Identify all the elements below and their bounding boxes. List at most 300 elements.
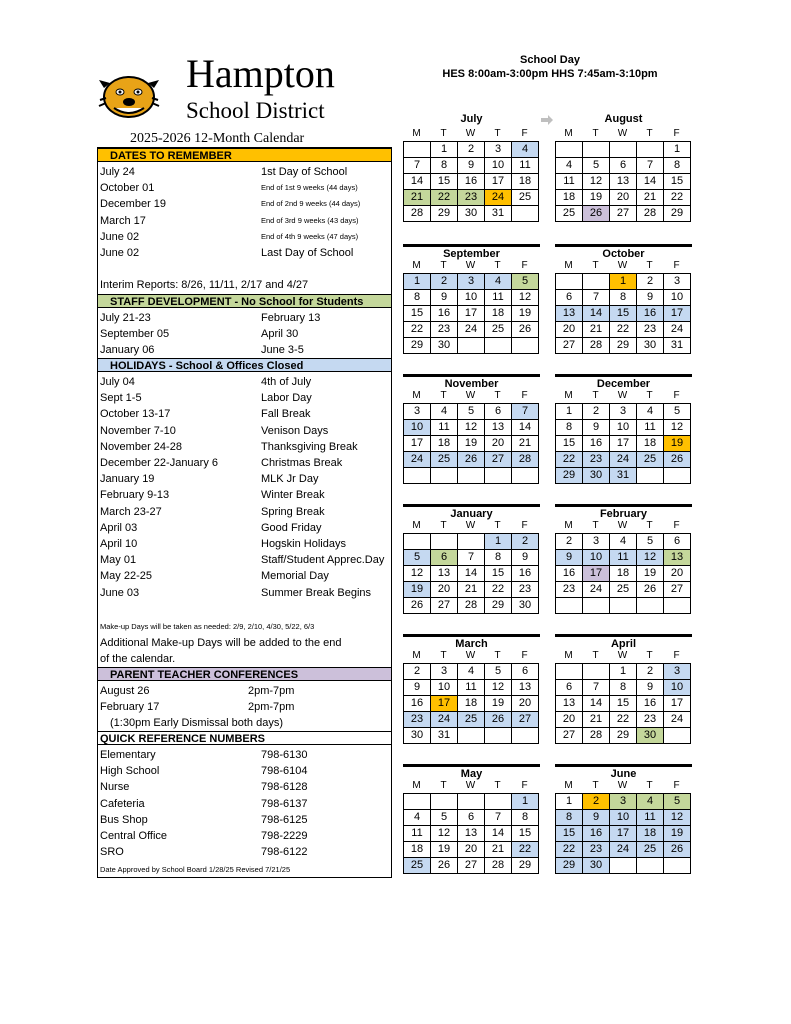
- weekday-header: [555, 650, 692, 662]
- weekday-label: F: [521, 128, 528, 139]
- holiday-row-date: Sept 1-5: [100, 392, 142, 405]
- day-cell: 24: [610, 452, 637, 468]
- day-cell: 10: [404, 420, 431, 436]
- month-grid: [403, 533, 539, 614]
- day-cell: 2: [556, 534, 583, 550]
- weekday-label: W: [465, 650, 476, 661]
- interim-row: [100, 277, 389, 293]
- day-cell: 29: [404, 338, 431, 354]
- day-cell: 15: [610, 306, 637, 322]
- calendar-title: 2025-2026 12-Month Calendar: [130, 131, 305, 146]
- day-cell: [637, 468, 664, 484]
- month-name: January: [403, 504, 540, 518]
- day-cell: 23: [458, 190, 485, 206]
- weekday-label: M: [412, 128, 421, 139]
- week-row: [404, 826, 539, 842]
- weekday-label: T: [440, 128, 447, 139]
- day-cell: 4: [431, 404, 458, 420]
- day-cell: 30: [512, 598, 539, 614]
- day-cell: 9: [637, 680, 664, 696]
- phone-row-desc: 798-6130: [261, 749, 308, 761]
- day-cell: 10: [610, 810, 637, 826]
- day-cell: [556, 142, 583, 158]
- school-day-times: HES 8:00am-3:00pm HHS 7:45am-3:10pm: [442, 68, 658, 80]
- week-row: [556, 680, 691, 696]
- day-cell: 15: [556, 436, 583, 452]
- day-cell: 3: [485, 142, 512, 158]
- district-title: Hampton: [186, 51, 335, 96]
- day-cell: 4: [512, 142, 539, 158]
- day-cell: 15: [610, 696, 637, 712]
- date-row-desc: End of 4th 9 weeks (47 days): [261, 231, 359, 241]
- weekday-label: W: [465, 260, 476, 271]
- day-cell: 14: [485, 826, 512, 842]
- day-cell: 25: [404, 858, 431, 874]
- day-cell: 8: [556, 810, 583, 826]
- weekday-label: T: [592, 128, 599, 139]
- week-row: [556, 306, 691, 322]
- day-cell: 20: [458, 842, 485, 858]
- day-cell: 5: [664, 404, 691, 420]
- week-row: [556, 142, 691, 158]
- month-grid: [403, 663, 539, 744]
- month-name: April: [555, 634, 692, 648]
- info-panel: [97, 147, 392, 878]
- week-row: [404, 712, 539, 728]
- phone-row-desc: 798-6125: [261, 813, 308, 826]
- day-cell: 1: [512, 794, 539, 810]
- weekday-label: T: [592, 260, 599, 271]
- day-cell: 20: [556, 322, 583, 338]
- holiday-row-desc: MLK Jr Day: [261, 473, 319, 486]
- week-row: [556, 322, 691, 338]
- day-cell: 27: [431, 598, 458, 614]
- day-cell: 26: [512, 322, 539, 338]
- weekday-label: F: [673, 390, 680, 401]
- day-cell: 12: [485, 680, 512, 696]
- day-cell: 19: [583, 190, 610, 206]
- weekday-label: F: [521, 260, 528, 271]
- holidays-header-label: HOLIDAYS - School & Offices Closed: [110, 360, 304, 372]
- week-row: [556, 420, 691, 436]
- week-row: [404, 174, 539, 190]
- week-row: [404, 338, 539, 354]
- day-cell: 11: [431, 420, 458, 436]
- day-cell: 14: [512, 420, 539, 436]
- date-row: [100, 229, 389, 245]
- day-cell: 7: [485, 810, 512, 826]
- weekday-label: T: [646, 128, 653, 139]
- phone-row: [100, 812, 389, 828]
- day-cell: 22: [485, 582, 512, 598]
- week-row: [404, 810, 539, 826]
- week-row: [404, 858, 539, 874]
- holiday-row-date: March 23-27: [100, 505, 162, 518]
- day-cell: 11: [556, 174, 583, 190]
- day-cell: 19: [404, 582, 431, 598]
- day-cell: 25: [556, 206, 583, 222]
- day-cell: 23: [637, 322, 664, 338]
- weekday-label: T: [494, 650, 501, 661]
- day-cell: 27: [610, 206, 637, 222]
- day-cell: 13: [431, 566, 458, 582]
- district-subtitle: School District: [186, 98, 325, 123]
- date-row-date: December 19: [100, 198, 167, 211]
- date-row-desc: End of 3rd 9 weeks (43 days): [261, 215, 359, 225]
- week-row: [556, 534, 691, 550]
- day-cell: 16: [458, 174, 485, 190]
- day-cell: [664, 598, 691, 614]
- day-cell: 3: [610, 794, 637, 810]
- day-cell: 10: [583, 550, 610, 566]
- school-day-label: School Day: [520, 54, 580, 66]
- weekday-label: M: [412, 260, 421, 271]
- weekday-label: T: [494, 780, 501, 791]
- day-cell: [583, 664, 610, 680]
- day-cell: 9: [404, 680, 431, 696]
- weekday-label: F: [521, 390, 528, 401]
- weekday-header: [403, 390, 540, 402]
- holiday-row-desc: Fall Break: [261, 408, 311, 421]
- day-cell: 3: [610, 404, 637, 420]
- day-cell: 3: [458, 274, 485, 290]
- day-cell: 29: [664, 206, 691, 222]
- week-row: [556, 338, 691, 354]
- day-cell: 6: [610, 158, 637, 174]
- day-cell: 19: [664, 436, 691, 452]
- day-cell: 10: [664, 680, 691, 696]
- day-cell: 12: [512, 290, 539, 306]
- week-row: [404, 842, 539, 858]
- day-cell: 9: [583, 420, 610, 436]
- holiday-row-date: April 03: [100, 521, 138, 534]
- staff-row: [100, 310, 389, 326]
- week-row: [556, 598, 691, 614]
- day-cell: 25: [610, 582, 637, 598]
- day-cell: 25: [458, 712, 485, 728]
- day-cell: 21: [583, 322, 610, 338]
- day-cell: 16: [404, 696, 431, 712]
- month-grid: [555, 533, 691, 614]
- day-cell: 25: [512, 190, 539, 206]
- holiday-row-date: May 22-25: [100, 570, 152, 583]
- school-day-hours: [425, 53, 675, 81]
- day-cell: 20: [485, 436, 512, 452]
- makeup-note: Make-up Days will be taken as needed: 2/9, 2/10, 4/30, 5/22, 6/3: [100, 622, 315, 631]
- ptc-row-date: August 26: [100, 685, 150, 697]
- day-cell: 6: [485, 404, 512, 420]
- ptc-row: [100, 699, 389, 715]
- week-row: [556, 452, 691, 468]
- week-row: [404, 290, 539, 306]
- day-cell: [404, 142, 431, 158]
- weekday-label: W: [617, 390, 628, 401]
- day-cell: 4: [485, 274, 512, 290]
- day-cell: 12: [404, 566, 431, 582]
- dates-header-label: DATES TO REMEMBER: [110, 150, 232, 162]
- day-cell: 10: [431, 680, 458, 696]
- day-cell: 27: [512, 712, 539, 728]
- day-cell: [458, 468, 485, 484]
- day-cell: 14: [404, 174, 431, 190]
- day-cell: 26: [404, 598, 431, 614]
- holiday-row: [100, 471, 389, 487]
- day-cell: [512, 728, 539, 744]
- day-cell: 11: [637, 810, 664, 826]
- day-cell: 13: [512, 680, 539, 696]
- phone-row: [100, 828, 389, 844]
- additional-makeup-row-date: Additional Make-up Days will be added to the end: [100, 637, 342, 649]
- date-row-date: October 01: [100, 182, 155, 195]
- week-row: [556, 158, 691, 174]
- date-row: [100, 180, 389, 196]
- day-cell: 17: [485, 174, 512, 190]
- day-cell: 18: [610, 566, 637, 582]
- day-cell: [610, 598, 637, 614]
- staff-row-date: September 05: [100, 328, 170, 340]
- date-row-desc: End of 1st 9 weeks (44 days): [261, 183, 358, 193]
- weekday-label: M: [564, 520, 573, 531]
- day-cell: 4: [637, 404, 664, 420]
- day-cell: [431, 534, 458, 550]
- week-row: [404, 534, 539, 550]
- week-row: [556, 696, 691, 712]
- phone-row-date: Nurse: [100, 781, 130, 794]
- day-cell: 4: [556, 158, 583, 174]
- holiday-row: [100, 439, 389, 455]
- month-name: October: [555, 244, 692, 258]
- day-cell: 1: [485, 534, 512, 550]
- week-row: [556, 274, 691, 290]
- day-cell: 5: [458, 404, 485, 420]
- day-cell: 11: [610, 550, 637, 566]
- ptc-row-desc: 2pm-7pm: [248, 685, 295, 697]
- day-cell: [637, 598, 664, 614]
- month-grid: [555, 273, 691, 354]
- day-cell: 17: [610, 826, 637, 842]
- weekday-label: T: [440, 520, 447, 531]
- holiday-row-desc: Hogskin Holidays: [261, 538, 346, 550]
- day-cell: [556, 664, 583, 680]
- day-cell: 24: [458, 322, 485, 338]
- phone-row-desc: 798-6128: [261, 781, 308, 794]
- holiday-row-desc: Thanksgiving Break: [261, 440, 358, 453]
- day-cell: 9: [583, 810, 610, 826]
- additional-makeup-row-date: of the calendar.: [100, 653, 176, 665]
- day-cell: [583, 142, 610, 158]
- day-cell: 1: [431, 142, 458, 158]
- day-cell: 21: [485, 842, 512, 858]
- day-cell: 5: [583, 158, 610, 174]
- day-cell: 9: [431, 290, 458, 306]
- weekday-label: T: [494, 390, 501, 401]
- day-cell: [556, 598, 583, 614]
- day-cell: [512, 206, 539, 222]
- holiday-row-desc: Christmas Break: [261, 457, 343, 469]
- day-cell: 5: [485, 664, 512, 680]
- date-row: [100, 196, 389, 212]
- day-cell: 2: [637, 664, 664, 680]
- day-cell: 11: [404, 826, 431, 842]
- day-cell: 17: [583, 566, 610, 582]
- day-cell: 14: [583, 696, 610, 712]
- week-row: [556, 190, 691, 206]
- holiday-row: [100, 374, 389, 390]
- day-cell: 16: [583, 436, 610, 452]
- day-cell: 6: [556, 680, 583, 696]
- week-row: [556, 728, 691, 744]
- weekday-label: M: [564, 390, 573, 401]
- weekday-label: M: [564, 128, 573, 139]
- weekday-label: M: [412, 780, 421, 791]
- day-cell: 27: [556, 728, 583, 744]
- ptc-header-label: PARENT TEACHER CONFERENCES: [110, 669, 299, 681]
- holiday-row-desc: Good Friday: [261, 521, 322, 534]
- holiday-row-date: April 10: [100, 538, 138, 550]
- week-row: [556, 712, 691, 728]
- weekday-header: [555, 780, 692, 792]
- day-cell: [485, 728, 512, 744]
- day-cell: 2: [458, 142, 485, 158]
- day-cell: 21: [637, 190, 664, 206]
- day-cell: [431, 794, 458, 810]
- day-cell: 23: [431, 322, 458, 338]
- weekday-header: [403, 128, 540, 140]
- week-row: [556, 206, 691, 222]
- day-cell: 17: [610, 436, 637, 452]
- day-cell: 26: [664, 452, 691, 468]
- day-cell: 2: [404, 664, 431, 680]
- week-row: [404, 420, 539, 436]
- weekday-label: W: [465, 390, 476, 401]
- day-cell: 8: [556, 420, 583, 436]
- day-cell: 11: [458, 680, 485, 696]
- day-cell: 23: [404, 712, 431, 728]
- holiday-row-date: November 24-28: [100, 440, 182, 453]
- day-cell: 8: [610, 290, 637, 306]
- day-cell: 7: [583, 290, 610, 306]
- date-row-date: June 02: [100, 247, 140, 259]
- day-cell: 19: [637, 566, 664, 582]
- day-cell: 19: [664, 826, 691, 842]
- day-cell: 4: [610, 534, 637, 550]
- day-cell: 30: [404, 728, 431, 744]
- week-row: [404, 664, 539, 680]
- day-cell: 21: [458, 582, 485, 598]
- weekday-label: M: [412, 650, 421, 661]
- day-cell: 12: [583, 174, 610, 190]
- weekday-label: W: [617, 260, 628, 271]
- day-cell: [431, 468, 458, 484]
- day-cell: 30: [637, 728, 664, 744]
- additional-makeup-row: [100, 635, 389, 651]
- staff-header: [98, 294, 391, 308]
- day-cell: 1: [556, 404, 583, 420]
- holiday-row-date: May 01: [100, 554, 137, 567]
- day-cell: 2: [431, 274, 458, 290]
- holiday-row: [100, 568, 389, 584]
- day-cell: 18: [431, 436, 458, 452]
- day-cell: 9: [512, 550, 539, 566]
- week-row: [404, 696, 539, 712]
- weekday-label: W: [465, 128, 476, 139]
- day-cell: 19: [485, 696, 512, 712]
- day-cell: 3: [431, 664, 458, 680]
- weekday-label: T: [646, 650, 653, 661]
- phone-row-date: SRO: [100, 846, 124, 859]
- week-row: [556, 582, 691, 598]
- arrow-right-icon: [541, 115, 553, 125]
- day-cell: [610, 858, 637, 874]
- day-cell: 14: [458, 566, 485, 582]
- weekday-label: T: [646, 390, 653, 401]
- day-cell: [664, 858, 691, 874]
- weekday-label: F: [521, 520, 528, 531]
- day-cell: 14: [583, 306, 610, 322]
- month-grid: [403, 273, 539, 354]
- quick-reference-header: [98, 731, 391, 745]
- day-cell: 11: [512, 158, 539, 174]
- staff-row-desc: April 30: [261, 328, 299, 340]
- day-cell: 28: [458, 598, 485, 614]
- day-cell: 6: [431, 550, 458, 566]
- day-cell: [583, 598, 610, 614]
- week-row: [556, 468, 691, 484]
- day-cell: 30: [431, 338, 458, 354]
- day-cell: 31: [664, 338, 691, 354]
- holiday-row: [100, 520, 389, 536]
- weekday-header: [403, 520, 540, 532]
- day-cell: 8: [512, 810, 539, 826]
- day-cell: 9: [637, 290, 664, 306]
- week-row: [556, 436, 691, 452]
- day-cell: 5: [431, 810, 458, 826]
- day-cell: 11: [637, 420, 664, 436]
- weekday-label: T: [440, 390, 447, 401]
- week-row: [404, 306, 539, 322]
- day-cell: 22: [610, 322, 637, 338]
- day-cell: [556, 274, 583, 290]
- day-cell: 17: [431, 696, 458, 712]
- day-cell: 17: [458, 306, 485, 322]
- month-grid: [555, 141, 691, 222]
- day-cell: 18: [556, 190, 583, 206]
- day-cell: 22: [404, 322, 431, 338]
- day-cell: [458, 534, 485, 550]
- day-cell: 16: [637, 306, 664, 322]
- week-row: [556, 810, 691, 826]
- day-cell: 8: [431, 158, 458, 174]
- day-cell: 20: [431, 582, 458, 598]
- day-cell: 29: [485, 598, 512, 614]
- day-cell: 8: [610, 680, 637, 696]
- week-row: [556, 404, 691, 420]
- day-cell: 2: [637, 274, 664, 290]
- day-cell: 15: [512, 826, 539, 842]
- phone-row-desc: 798-6104: [261, 765, 308, 778]
- weekday-header: [555, 390, 692, 402]
- week-row: [556, 290, 691, 306]
- month-name: June: [555, 764, 692, 778]
- holiday-row-desc: Labor Day: [261, 392, 312, 405]
- month-name: November: [403, 374, 540, 388]
- day-cell: 2: [583, 794, 610, 810]
- day-cell: 22: [431, 190, 458, 206]
- day-cell: 16: [583, 826, 610, 842]
- week-row: [404, 274, 539, 290]
- day-cell: 25: [637, 842, 664, 858]
- day-cell: 27: [556, 338, 583, 354]
